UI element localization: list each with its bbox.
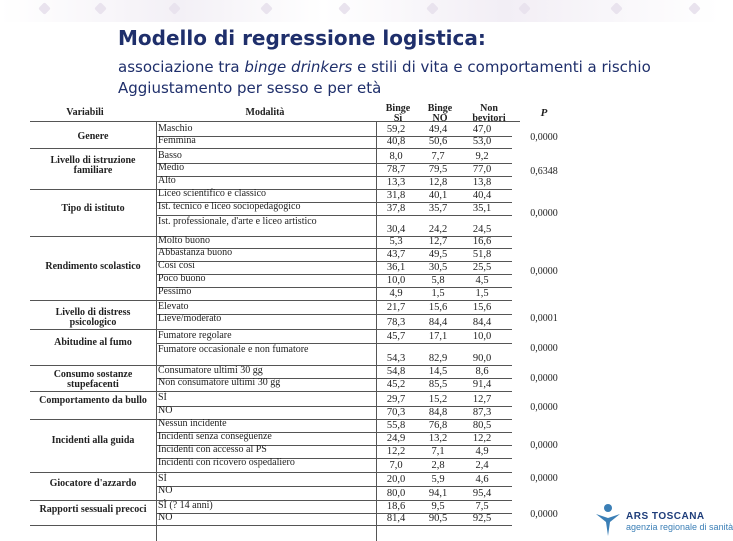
value-binge-no: 35,7 (428, 203, 448, 214)
header-modalita: Modalità (245, 107, 285, 118)
variable-label: Rapporti sessuali precoci (39, 504, 147, 515)
value-binge-no: 30,5 (428, 262, 448, 273)
value-binge-no: 49,4 (428, 124, 448, 135)
variable-label: Livello di istruzione familiare (50, 155, 136, 176)
value-non-bevitori: 9,2 (475, 151, 489, 162)
value-binge-si: 36,1 (386, 262, 406, 273)
modality-label: Incidenti con accesso al PS (158, 444, 267, 455)
variable-label: Livello di distress psicologico (55, 307, 131, 328)
p-value: 0,0000 (530, 132, 558, 143)
p-value: 0,0000 (530, 509, 558, 520)
value-binge-no: 9,5 (431, 501, 445, 512)
value-binge-no: 24,2 (428, 224, 448, 235)
variable-label: Abitudine al fumo (54, 337, 132, 348)
value-binge-no: 14,5 (428, 366, 448, 377)
header-binge-no-line1: Binge (427, 103, 453, 114)
header-non-bevitori-line1: Non (480, 103, 498, 114)
value-non-bevitori: 10,0 (472, 331, 492, 342)
modality-label: Medio (158, 162, 185, 173)
modality-label: Incidenti con ricovero ospedaliero (158, 457, 295, 468)
p-value: 0,0000 (530, 208, 558, 219)
value-binge-si: 43,7 (386, 249, 406, 260)
subtitle-part-a: associazione tra (118, 58, 245, 76)
value-binge-si: 10,0 (386, 275, 406, 286)
table-rule (30, 419, 156, 420)
value-binge-si: 4,9 (389, 288, 403, 299)
value-non-bevitori: 4,6 (475, 474, 489, 485)
value-binge-si: 7,0 (389, 460, 403, 471)
value-binge-no: 2,8 (431, 460, 445, 471)
table-rule (156, 148, 512, 149)
value-binge-si: 45,7 (386, 331, 406, 342)
value-non-bevitori: 16,6 (472, 236, 492, 247)
decorative-top-band (0, 0, 720, 22)
variable-label: Comportamento da bullo (39, 395, 147, 406)
p-value: 0,0001 (530, 313, 558, 324)
p-value: 0,0000 (530, 473, 558, 484)
decor-diamond (426, 2, 439, 15)
table-rule (30, 300, 156, 301)
value-non-bevitori: 15,6 (472, 302, 492, 313)
value-non-bevitori: 1,5 (475, 288, 489, 299)
modality-label: Pessimo (158, 286, 192, 297)
value-binge-si: 24,9 (386, 433, 406, 444)
value-binge-no: 12,8 (428, 177, 448, 188)
value-binge-si: 59,2 (386, 124, 406, 135)
table-rule (30, 472, 156, 473)
value-binge-si: 31,8 (386, 190, 406, 201)
value-binge-no: 84,8 (428, 407, 448, 418)
value-binge-no: 13,2 (428, 433, 448, 444)
p-value: 0,0000 (530, 440, 558, 451)
value-binge-no: 15,6 (428, 302, 448, 313)
table-rule (30, 148, 156, 149)
table-rule (30, 525, 156, 526)
decor-diamond (518, 2, 531, 15)
value-non-bevitori: 7,5 (475, 501, 489, 512)
header-binge-no-line2: NO (432, 113, 448, 124)
modality-label: Fumatore regolare (158, 330, 232, 341)
subtitle-emphasis: binge drinkers (244, 58, 353, 76)
value-non-bevitori: 4,9 (475, 446, 489, 457)
modality-label: Incidenti senza conseguenze (158, 431, 272, 442)
header-p: P (540, 107, 548, 119)
value-binge-si: 21,7 (386, 302, 406, 313)
value-binge-no: 84,4 (428, 317, 448, 328)
value-non-bevitori: 4,5 (475, 275, 489, 286)
decor-diamond (610, 2, 623, 15)
subtitle-part-b: e stili di vita e comportamenti a rischio Aggiustamento per sesso e per età (118, 58, 651, 97)
value-binge-si: 8,0 (389, 151, 403, 162)
value-binge-no: 5,9 (431, 474, 445, 485)
value-binge-no: 82,9 (428, 353, 448, 364)
value-binge-si: 80,0 (386, 488, 406, 499)
value-binge-si: 45,2 (386, 379, 406, 390)
decor-diamond (338, 2, 351, 15)
header-non-bevitori-line2: bevitori (472, 113, 506, 124)
decor-diamond (688, 2, 701, 15)
value-non-bevitori: 92,5 (472, 513, 492, 524)
value-non-bevitori: 80,5 (472, 420, 492, 431)
value-binge-no: 12,7 (428, 236, 448, 247)
table-rule (156, 391, 512, 392)
value-binge-no: 15,2 (428, 394, 448, 405)
value-binge-no: 7,1 (431, 446, 445, 457)
modality-label: NO (158, 405, 173, 416)
value-binge-si: 81,4 (386, 513, 406, 524)
variable-label: Genere (77, 131, 109, 142)
value-binge-no: 5,8 (431, 275, 445, 286)
modality-label: SÌ (158, 473, 167, 484)
p-value: 0,0000 (530, 402, 558, 413)
value-non-bevitori: 95,4 (472, 488, 492, 499)
ars-logo-text (626, 511, 733, 532)
value-non-bevitori: 84,4 (472, 317, 492, 328)
table-rule (30, 236, 156, 237)
value-non-bevitori: 12,7 (472, 394, 492, 405)
value-non-bevitori: 2,4 (475, 460, 489, 471)
variable-label: Giocatore d'azzardo (49, 478, 137, 489)
modality-label: Basso (158, 150, 182, 161)
header-binge-si-line2: Sì (393, 113, 403, 124)
modality-label: Così così (158, 260, 195, 271)
decor-diamond (168, 2, 181, 15)
table-rule (30, 500, 156, 501)
value-binge-no: 7,7 (431, 151, 445, 162)
value-binge-no: 49,5 (428, 249, 448, 260)
regression-table (30, 104, 568, 540)
value-binge-no: 76,8 (428, 420, 448, 431)
modality-label: Ist. tecnico e liceo sociopedagogico (158, 201, 301, 212)
value-non-bevitori: 35,1 (472, 203, 492, 214)
value-non-bevitori: 53,0 (472, 136, 492, 147)
value-binge-si: 78,3 (386, 317, 406, 328)
modality-label: Nessun incidente (158, 418, 227, 429)
value-binge-no: 90,5 (428, 513, 448, 524)
value-non-bevitori: 12,2 (472, 433, 492, 444)
modality-label: Alto (158, 175, 176, 186)
value-binge-si: 30,4 (386, 224, 406, 235)
decor-diamond (38, 2, 51, 15)
logo-name: ARS TOSCANA (626, 511, 705, 522)
logo-head-icon (604, 504, 612, 512)
value-binge-si: 40,8 (386, 136, 406, 147)
value-binge-no: 50,6 (428, 136, 448, 147)
slide-title: Modello di regressione logistica: (118, 26, 486, 50)
modality-label: Molto buono (158, 235, 210, 246)
value-non-bevitori: 40,4 (472, 190, 492, 201)
value-binge-si: 13,3 (386, 177, 406, 188)
table-rule (30, 391, 156, 392)
value-non-bevitori: 47,0 (472, 124, 492, 135)
modality-label: Lieve/moderato (158, 313, 222, 324)
modality-label: Consumatore ultimi 30 gg (158, 365, 263, 376)
value-binge-no: 17,1 (428, 331, 448, 342)
modality-label: Elevato (158, 301, 189, 312)
value-binge-si: 5,3 (389, 236, 403, 247)
header-variabili: Variabili (66, 107, 104, 118)
table-rule (156, 525, 512, 526)
decor-diamond (260, 2, 273, 15)
value-non-bevitori: 13,8 (472, 177, 492, 188)
variable-label: Rendimento scolastico (45, 261, 141, 272)
table-rule (30, 329, 156, 330)
modality-label: Non consumatore ultimi 30 gg (158, 377, 281, 388)
value-binge-si: 18,6 (386, 501, 406, 512)
p-value: 0,0000 (530, 373, 558, 384)
modality-label: Maschio (158, 123, 193, 134)
value-binge-no: 85,5 (428, 379, 448, 390)
value-binge-no: 94,1 (428, 488, 448, 499)
value-binge-no: 79,5 (428, 164, 448, 175)
table-rule (156, 472, 512, 473)
value-non-bevitori: 25,5 (472, 262, 492, 273)
value-binge-si: 29,7 (386, 394, 406, 405)
variable-label: Tipo di istituto (61, 203, 125, 214)
modality-label: Ist. professionale, d'arte e liceo artistico (158, 216, 317, 227)
variable-label: Incidenti alla guida (51, 435, 135, 446)
table-column-rule (156, 121, 157, 541)
table-rule (30, 189, 156, 190)
modality-label: Femmina (158, 135, 196, 146)
value-binge-si: 12,2 (386, 446, 406, 457)
modality-label: Abbastanza buono (158, 247, 233, 258)
value-non-bevitori: 91,4 (472, 379, 492, 390)
value-non-bevitori: 24,5 (472, 224, 492, 235)
value-non-bevitori: 8,6 (475, 366, 489, 377)
value-binge-si: 54,3 (386, 353, 406, 364)
logo-figure-icon (596, 514, 620, 536)
logo-tagline: agenzia regionale di sanità (626, 522, 733, 532)
value-binge-si: 78,7 (386, 164, 406, 175)
table-rule (30, 121, 520, 122)
modality-label: Fumatore occasionale e non fumatore (158, 344, 309, 355)
value-non-bevitori: 77,0 (472, 164, 492, 175)
variable-label: Consumo sostanze stupefacenti (53, 369, 133, 390)
value-binge-si: 54,8 (386, 366, 406, 377)
value-binge-no: 40,1 (428, 190, 448, 201)
p-value: 0,0000 (530, 266, 558, 277)
modality-label: NO (158, 512, 173, 523)
table-rule (30, 365, 156, 366)
value-binge-si: 20,0 (386, 474, 406, 485)
value-non-bevitori: 51,8 (472, 249, 492, 260)
value-binge-si: 55,8 (386, 420, 406, 431)
modality-label: NO (158, 485, 173, 496)
value-non-bevitori: 90,0 (472, 353, 492, 364)
value-binge-si: 70,3 (386, 407, 406, 418)
table-rule (156, 300, 512, 301)
value-binge-no: 1,5 (431, 288, 445, 299)
p-value: 0,0000 (530, 343, 558, 354)
p-value: 0,6348 (530, 166, 558, 177)
header-binge-si-line1: Binge (385, 103, 411, 114)
modality-label: Liceo scientifico e classico (158, 188, 267, 199)
modality-label: Poco buono (158, 273, 206, 284)
value-binge-si: 37,8 (386, 203, 406, 214)
slide-subtitle (118, 57, 708, 99)
modality-label: SÌ (158, 392, 167, 403)
modality-label: SÌ (? 14 anni) (158, 500, 213, 511)
value-non-bevitori: 87,3 (472, 407, 492, 418)
decor-diamond (94, 2, 107, 15)
